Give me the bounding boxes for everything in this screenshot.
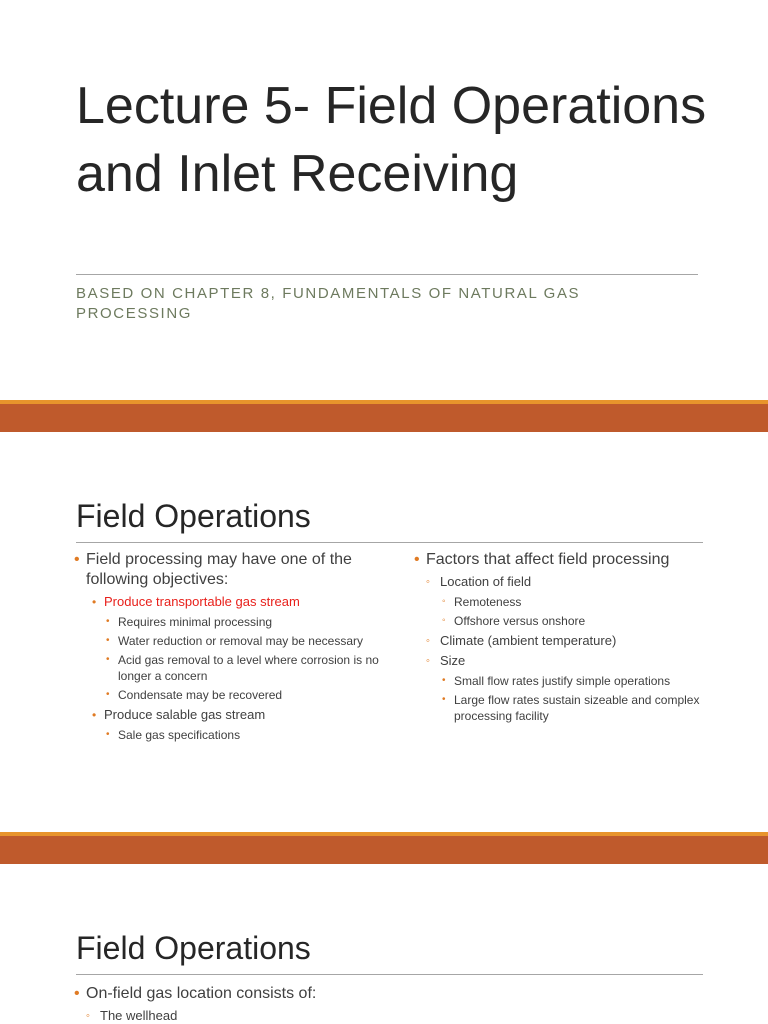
bullet-text: Large flow rates sustain sizeable and complex processing facility bbox=[454, 693, 700, 723]
bullet-dot-icon: • bbox=[106, 635, 110, 646]
field-operations-slide bbox=[0, 432, 768, 832]
bullet-dot-icon: • bbox=[92, 708, 97, 722]
bullet-item bbox=[72, 550, 402, 743]
title-slide bbox=[0, 0, 768, 400]
sub-sub-bullet-item bbox=[104, 614, 402, 630]
bullet-text: Field processing may have one of the following objectives: bbox=[86, 551, 352, 588]
bullet-dot-icon: • bbox=[442, 694, 446, 705]
factors-column bbox=[412, 550, 722, 727]
bullet-text: Requires minimal processing bbox=[118, 615, 273, 629]
title-divider bbox=[76, 274, 698, 275]
sub-bullet-item bbox=[90, 706, 402, 743]
bullet-dot-icon: • bbox=[106, 729, 110, 740]
sub-bullet-item bbox=[426, 573, 722, 629]
sub-bullet-item bbox=[90, 593, 402, 703]
sub-sub-bullet-item bbox=[440, 692, 722, 724]
highlighted-objective: Produce transportable gas stream bbox=[104, 594, 300, 609]
bullet-text: Size bbox=[440, 653, 466, 668]
bullet-text: Small flow rates justify simple operations bbox=[454, 674, 671, 688]
circle-bullet-icon: ◦ bbox=[426, 635, 430, 647]
bullet-item bbox=[412, 550, 722, 570]
slide-title: Field Operations bbox=[76, 930, 311, 966]
bullet-dot-icon: • bbox=[414, 551, 420, 568]
sub-sub-bullet-item bbox=[104, 633, 402, 649]
bullet-dot-icon: • bbox=[106, 689, 110, 700]
circle-bullet-icon: ◦ bbox=[86, 1010, 90, 1022]
slide-title: Field Operations bbox=[76, 498, 311, 534]
sub-sub-bullet-item bbox=[440, 594, 722, 610]
bullet-item bbox=[72, 984, 672, 1004]
circle-bullet-icon: ◦ bbox=[426, 576, 430, 588]
lecture-subtitle: BASED ON CHAPTER 8, FUNDAMENTALS OF NATURAL GAS PROCESSING bbox=[76, 285, 581, 322]
sub-bullet-item bbox=[426, 652, 722, 724]
title-divider bbox=[76, 542, 703, 543]
bullet-dot-icon: • bbox=[74, 551, 80, 568]
bullet-text: Sale gas specifications bbox=[118, 728, 241, 742]
bullet-text: Location of field bbox=[440, 574, 532, 589]
sub-bullet-item bbox=[86, 1007, 672, 1024]
sub-sub-bullet-item bbox=[104, 687, 402, 703]
bullet-text: On-field gas location consists of: bbox=[86, 985, 317, 1002]
bullet-text: The wellhead bbox=[100, 1008, 178, 1023]
slide-separator bbox=[0, 832, 768, 864]
bullet-dot-icon: • bbox=[74, 985, 80, 1002]
sub-sub-bullet-item bbox=[104, 652, 402, 684]
content-column bbox=[72, 984, 672, 1024]
bullet-text: Climate (ambient temperature) bbox=[440, 633, 617, 648]
bullet-text: Remoteness bbox=[454, 595, 522, 609]
objectives-column bbox=[72, 550, 402, 746]
bullet-text: Factors that affect field processing bbox=[426, 551, 670, 568]
title-divider bbox=[76, 974, 703, 975]
sub-bullet-item bbox=[426, 632, 722, 650]
bullet-text: Water reduction or removal may be necessary bbox=[118, 634, 363, 648]
bullet-dot-icon: • bbox=[106, 654, 110, 665]
sub-sub-bullet-item bbox=[104, 727, 402, 743]
bullet-text: Offshore versus onshore bbox=[454, 614, 586, 628]
field-operations-slide-2 bbox=[0, 864, 768, 1024]
bullet-text: Condensate may be recovered bbox=[118, 688, 283, 702]
bullet-text: Acid gas removal to a level where corrosion is no longer a concern bbox=[118, 653, 379, 683]
bullet-text: Produce salable gas stream bbox=[104, 707, 266, 722]
bullet-dot-icon: • bbox=[106, 616, 110, 627]
sub-sub-bullet-item bbox=[440, 613, 722, 629]
sub-sub-bullet-item bbox=[440, 673, 722, 689]
bullet-dot-icon: • bbox=[442, 675, 446, 686]
slide-separator bbox=[0, 400, 768, 432]
circle-bullet-icon: ◦ bbox=[442, 615, 446, 626]
circle-bullet-icon: ◦ bbox=[442, 596, 446, 607]
lecture-title: Lecture 5- Field Operations and Inlet Receiving bbox=[76, 77, 707, 203]
circle-bullet-icon: ◦ bbox=[426, 655, 430, 667]
bullet-dot-icon: • bbox=[92, 595, 97, 609]
